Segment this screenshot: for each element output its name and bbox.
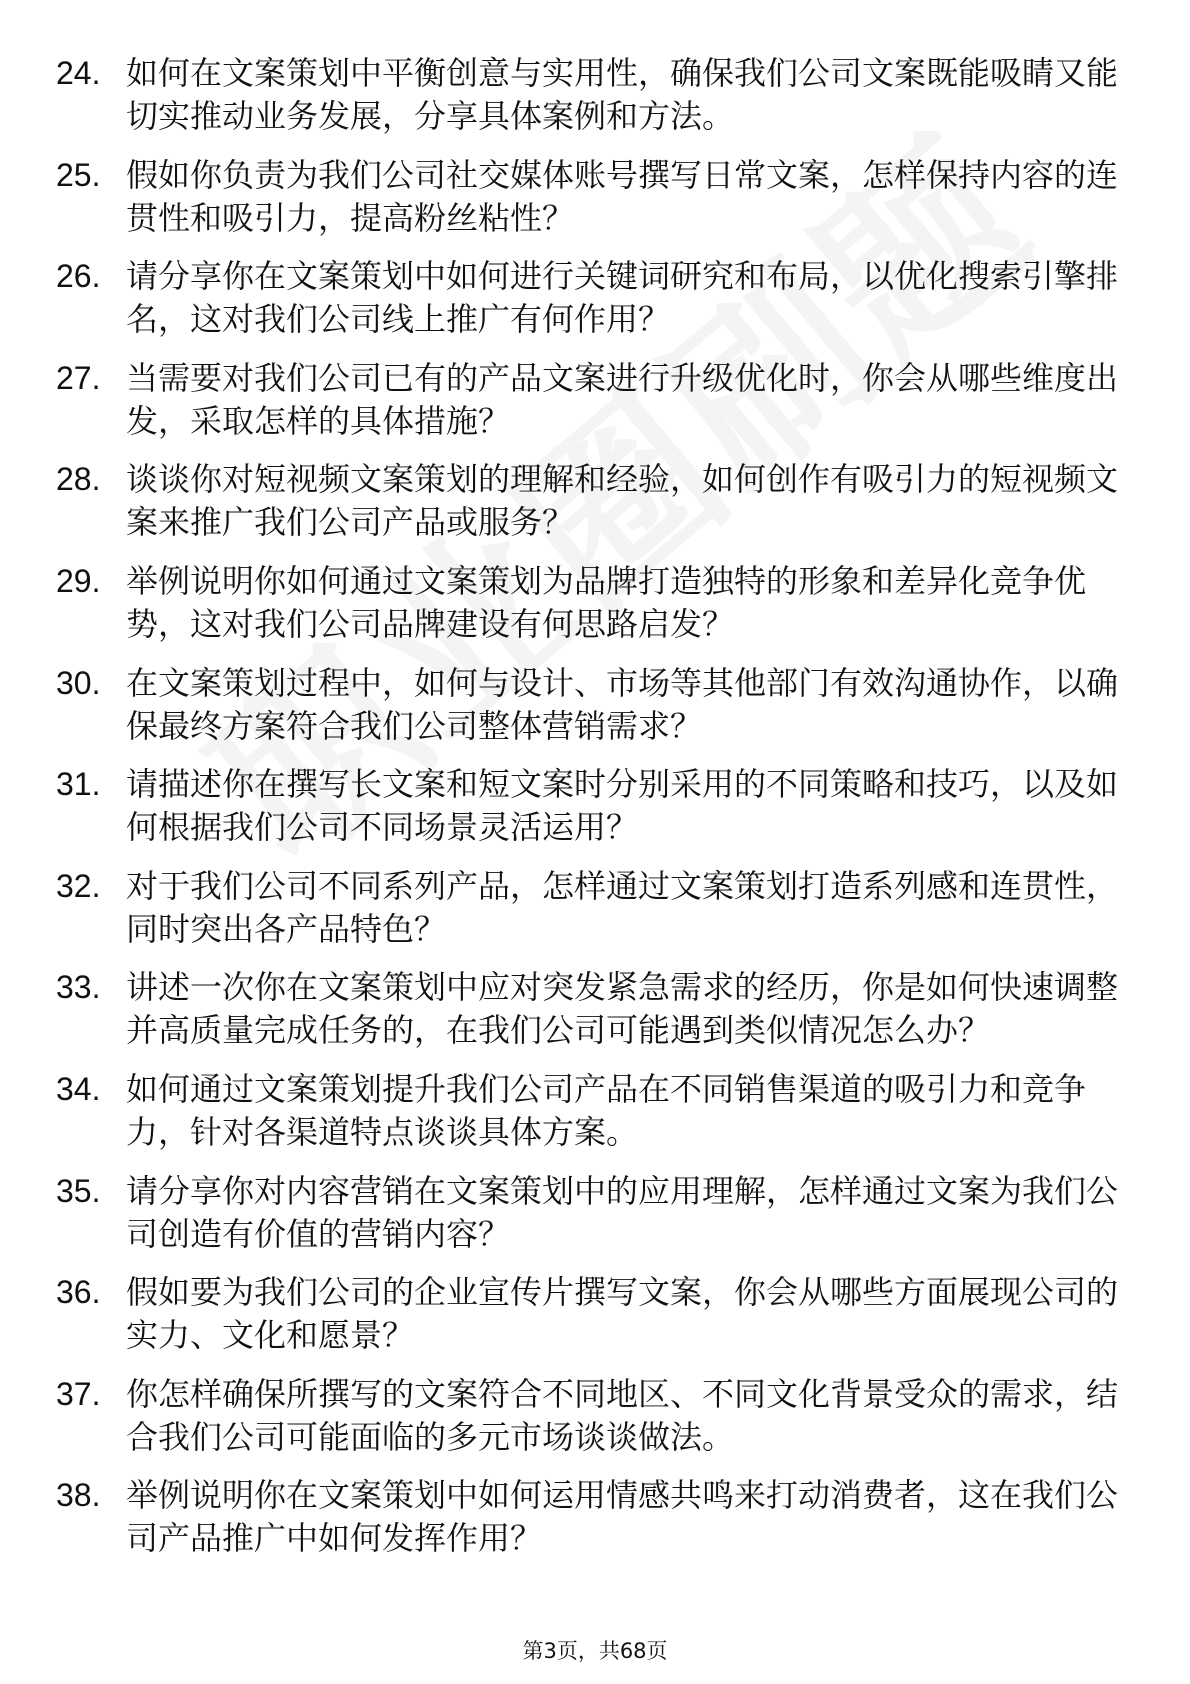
- question-item: [56, 662, 1126, 748]
- question-number: 33.: [56, 969, 101, 1006]
- question-item: [56, 763, 1126, 849]
- question-number: 30.: [56, 664, 101, 701]
- question-text: 假如要为我们公司的企业宣传片撰写文案，你会从哪些方面展现公司的实力、文化和愿景？: [126, 1273, 1119, 1355]
- question-text: 对于我们公司不同系列产品，怎样通过文案策划打造系列感和连贯性，同时突出各产品特色？: [126, 866, 1119, 948]
- question-number: 35.: [56, 1172, 101, 1209]
- question-text: 举例说明你在文案策划中如何运用情感共鸣来打动消费者，这在我们公司产品推广中如何发挥作用？: [126, 1476, 1119, 1558]
- question-number: 31.: [56, 766, 101, 803]
- question-text: 当需要对我们公司已有的产品文案进行升级优化时，你会从哪些维度出发，采取怎样的具体措施？: [126, 358, 1119, 440]
- question-item: [56, 154, 1126, 240]
- question-number: 36.: [56, 1274, 101, 1311]
- question-text: 请描述你在撰写长文案和短文案时分别采用的不同策略和技巧，以及如何根据我们公司不同场景灵活运用？: [126, 765, 1119, 847]
- question-item: [56, 255, 1126, 341]
- question-text: 讲述一次你在文案策划中应对突发紧急需求的经历，你是如何快速调整并高质量完成任务的，在我们公司可能遇到类似情况怎么办？: [126, 968, 1119, 1050]
- question-text: 谈谈你对短视频文案策划的理解和经验，如何创作有吸引力的短视频文案来推广我们公司产品或服务？: [126, 460, 1119, 542]
- question-number: 34.: [56, 1070, 101, 1107]
- question-number: 24.: [56, 55, 101, 91]
- question-item: [56, 1474, 1126, 1560]
- question-text: 请分享你对内容营销在文案策划中的应用理解，怎样通过文案为我们公司创造有价值的营销内容？: [126, 1171, 1119, 1253]
- question-item: [56, 458, 1126, 544]
- question-item: [56, 1068, 1126, 1154]
- question-item: [56, 1170, 1126, 1256]
- question-item: [56, 560, 1126, 646]
- question-text: 你怎样确保所撰写的文案符合不同地区、不同文化背景受众的需求，结合我们公司可能面临的多元市场谈谈做法。: [126, 1374, 1119, 1456]
- question-item: [56, 1373, 1126, 1459]
- question-text: 举例说明你如何通过文案策划为品牌打造独特的形象和差异化竞争优势，这对我们公司品牌建设有何思路启发？: [126, 561, 1087, 643]
- question-text: 假如你负责为我们公司社交媒体账号撰写日常文案，怎样保持内容的连贯性和吸引力，提高粉丝粘性？: [126, 155, 1119, 237]
- question-number: 38.: [56, 1477, 101, 1514]
- page-footer: 第3页，共68页: [522, 1639, 668, 1663]
- question-text: 如何在文案策划中平衡创意与实用性，确保我们公司文案既能吸睛又能切实推动业务发展，分享具体案例和方法。: [126, 54, 1119, 135]
- question-item: [56, 357, 1126, 443]
- question-item: [56, 865, 1126, 951]
- question-item: [56, 966, 1126, 1052]
- question-text: 请分享你在文案策划中如何进行关键词研究和布局，以优化搜索引擎排名，这对我们公司线上推广有何作用？: [126, 257, 1119, 339]
- question-number: 27.: [56, 359, 101, 396]
- question-number: 26.: [56, 258, 101, 295]
- question-number: 32.: [56, 867, 101, 904]
- question-item: [56, 52, 1126, 138]
- question-list: [56, 52, 1126, 1576]
- question-number: 25.: [56, 156, 101, 193]
- question-text: 在文案策划过程中，如何与设计、市场等其他部门有效沟通协作，以确保最终方案符合我们公司整体营销需求？: [126, 663, 1119, 745]
- question-number: 37.: [56, 1375, 101, 1412]
- question-text: 如何通过文案策划提升我们公司产品在不同销售渠道的吸引力和竞争力，针对各渠道特点谈谈具体方案。: [126, 1069, 1087, 1151]
- question-number: 29.: [56, 562, 101, 599]
- question-number: 28.: [56, 461, 101, 498]
- question-item: [56, 1271, 1126, 1357]
